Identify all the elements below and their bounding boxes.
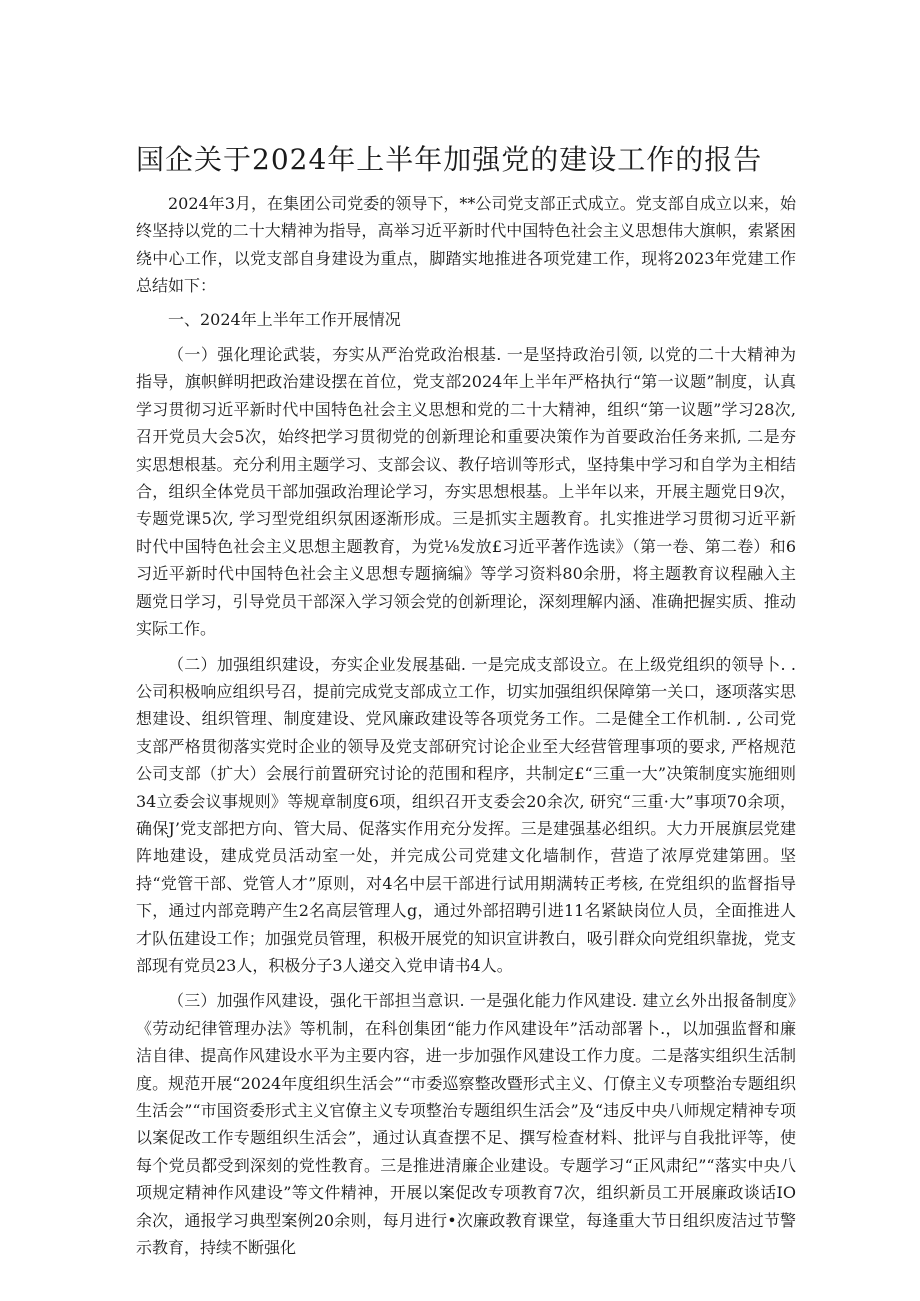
document-body (136, 190, 796, 1261)
section-paragraph-style: （三）加强作风建设，强化干部担当意识. 一是强化能力作风建设. 建立幺外出报备制度》《劳动纪律管理办法》等机制，在科创集团“能力作风建设年”活动部署卜.，以加强监督和廉洁自律、提高作风建设水平为主要内容，进一步加强作风建设工作力度。二是落实组织生活制度。规范开展“2024年度组织生活会”“市委巡察整改暨形式主义、仃僚主义专项整治专题组织生活会”“市国资委形式主义官僚主义专项整治专题组织生活会”及“违反中央八师规定精神专项以案促改工作专题组织生活会”，通过认真查摆不足、撰写检查材料、批评与自我批评等，使每个党员都受到深刻的党性教育。三是推进清廉企业建设。专题学习“正风肃纪”“落实中央八项规定精神作风建设”等文件精神，开展以案促改专项教育7次，组织新员工开展廉政谈话IO余次，通报学习典型案例20余则，每月进行•次廉政教育课堂，每逢重大节日组织废洁过节警示教育，持续不断强化 (136, 991, 796, 1258)
intro-paragraph: 2024年3月，在集团公司党委的领导下，**公司党支部正式成立。党支部自成立以来，始终坚持以党的二十大精神为指导，高举习近平新时代中国特色社会主义思想伟大旗帜，索紧困绕中心工作，以党支部自身建设为重点，脚踏实地推进各项党建工作，现将2023年党建工作总结如下： (136, 194, 796, 296)
section-paragraph-theory: （一）强化理论武装，夯实从严治党政治根基. 一是坚持政治引领, 以党的二十大精神为指导，旗帜鲜明把政治建设摆在首位，党支部2024年上半年严格执行“第一议题”制度，认真学习贯彻习近平新时代中国特色社会主义思想和党的二十大精神，组织“第一议题”学习28次, 召开党员大会5次，始终把学习贯彻党的创新理论和重要决策作为首要政治任务来抓, 二是夯实思想根基。充分利用主题学习、支部会议、教仔培训等形式，坚持集中学习和自学为主相结合，组织全体党员干部加强政治理论学习，夯实思想根基。上半年以来，开展主题党日9次，专题党课5次, 学习型党组织氛困逐渐形成。三是抓实主题教育。扎实推进学习贯彻习近平新时代中国特色社会主义思想主题教育，为党⅛发放£习近平著作选读》（第一卷、第二卷）和6习近平新时代中国特色社会主义思想专题摘编》等学习资料80余册，将主题教育议程融入主题党日学习，引导党员干部深入学习领会党的创新理论，深刻理解内涵、准确把握实质、推动实际工作。 (136, 345, 796, 639)
document-title: 国企关于2024年上半年加强党的建设工作的报告 (136, 143, 763, 176)
section-heading: 一、2024年上半年工作开展情况 (168, 309, 401, 329)
section-paragraph-organization: （二）加强组织建设，夯实企业发展基础. 一是完成支部设立。在上级党组织的领导卜. . 公司积极响应组织号召，提前完成党支部成立工作，切实加强组织保障第一关口，逐项落实思想建设、组织管理、制度建设、党风廉政建设等各项党务工作。二是健全工作机制. , 公司党支部严格贯彻落实党时企业的领导及党支部研究讨论企业至大经营管理事项的要求, 严格规范公司支部（扩大）会展行前置研究讨论的范围和程序，共制定£“三重一大”决策制度实施细则34立委会议事规则》等规章制度6项，组织召开支委会20余次, 研究“三重·大”事项70余项，确保J’党支部把方向、管大局、促落实作用充分发挥。三是建强基必组织。大力开展旗层党建阵地建设，建成党员活动室一处，并完成公司党建文化墙制作，营造了浓厚党建第囲。坚持“党管干部、党管人才”原则，对4名中层干部进行试用期满转正考核, 在党组织的监督指导下，通过内部竞聘产生2名高层管理人g，通过外部招聘引进11名紧缺岗位人员，全面推进人才队伍建设工作；加强党员管理，积极开展党的知识宣讲教白，吸引群众向党组织靠拢，党支部现有党员23人，积极分子3人递交入党申请书4人。 (136, 654, 796, 975)
